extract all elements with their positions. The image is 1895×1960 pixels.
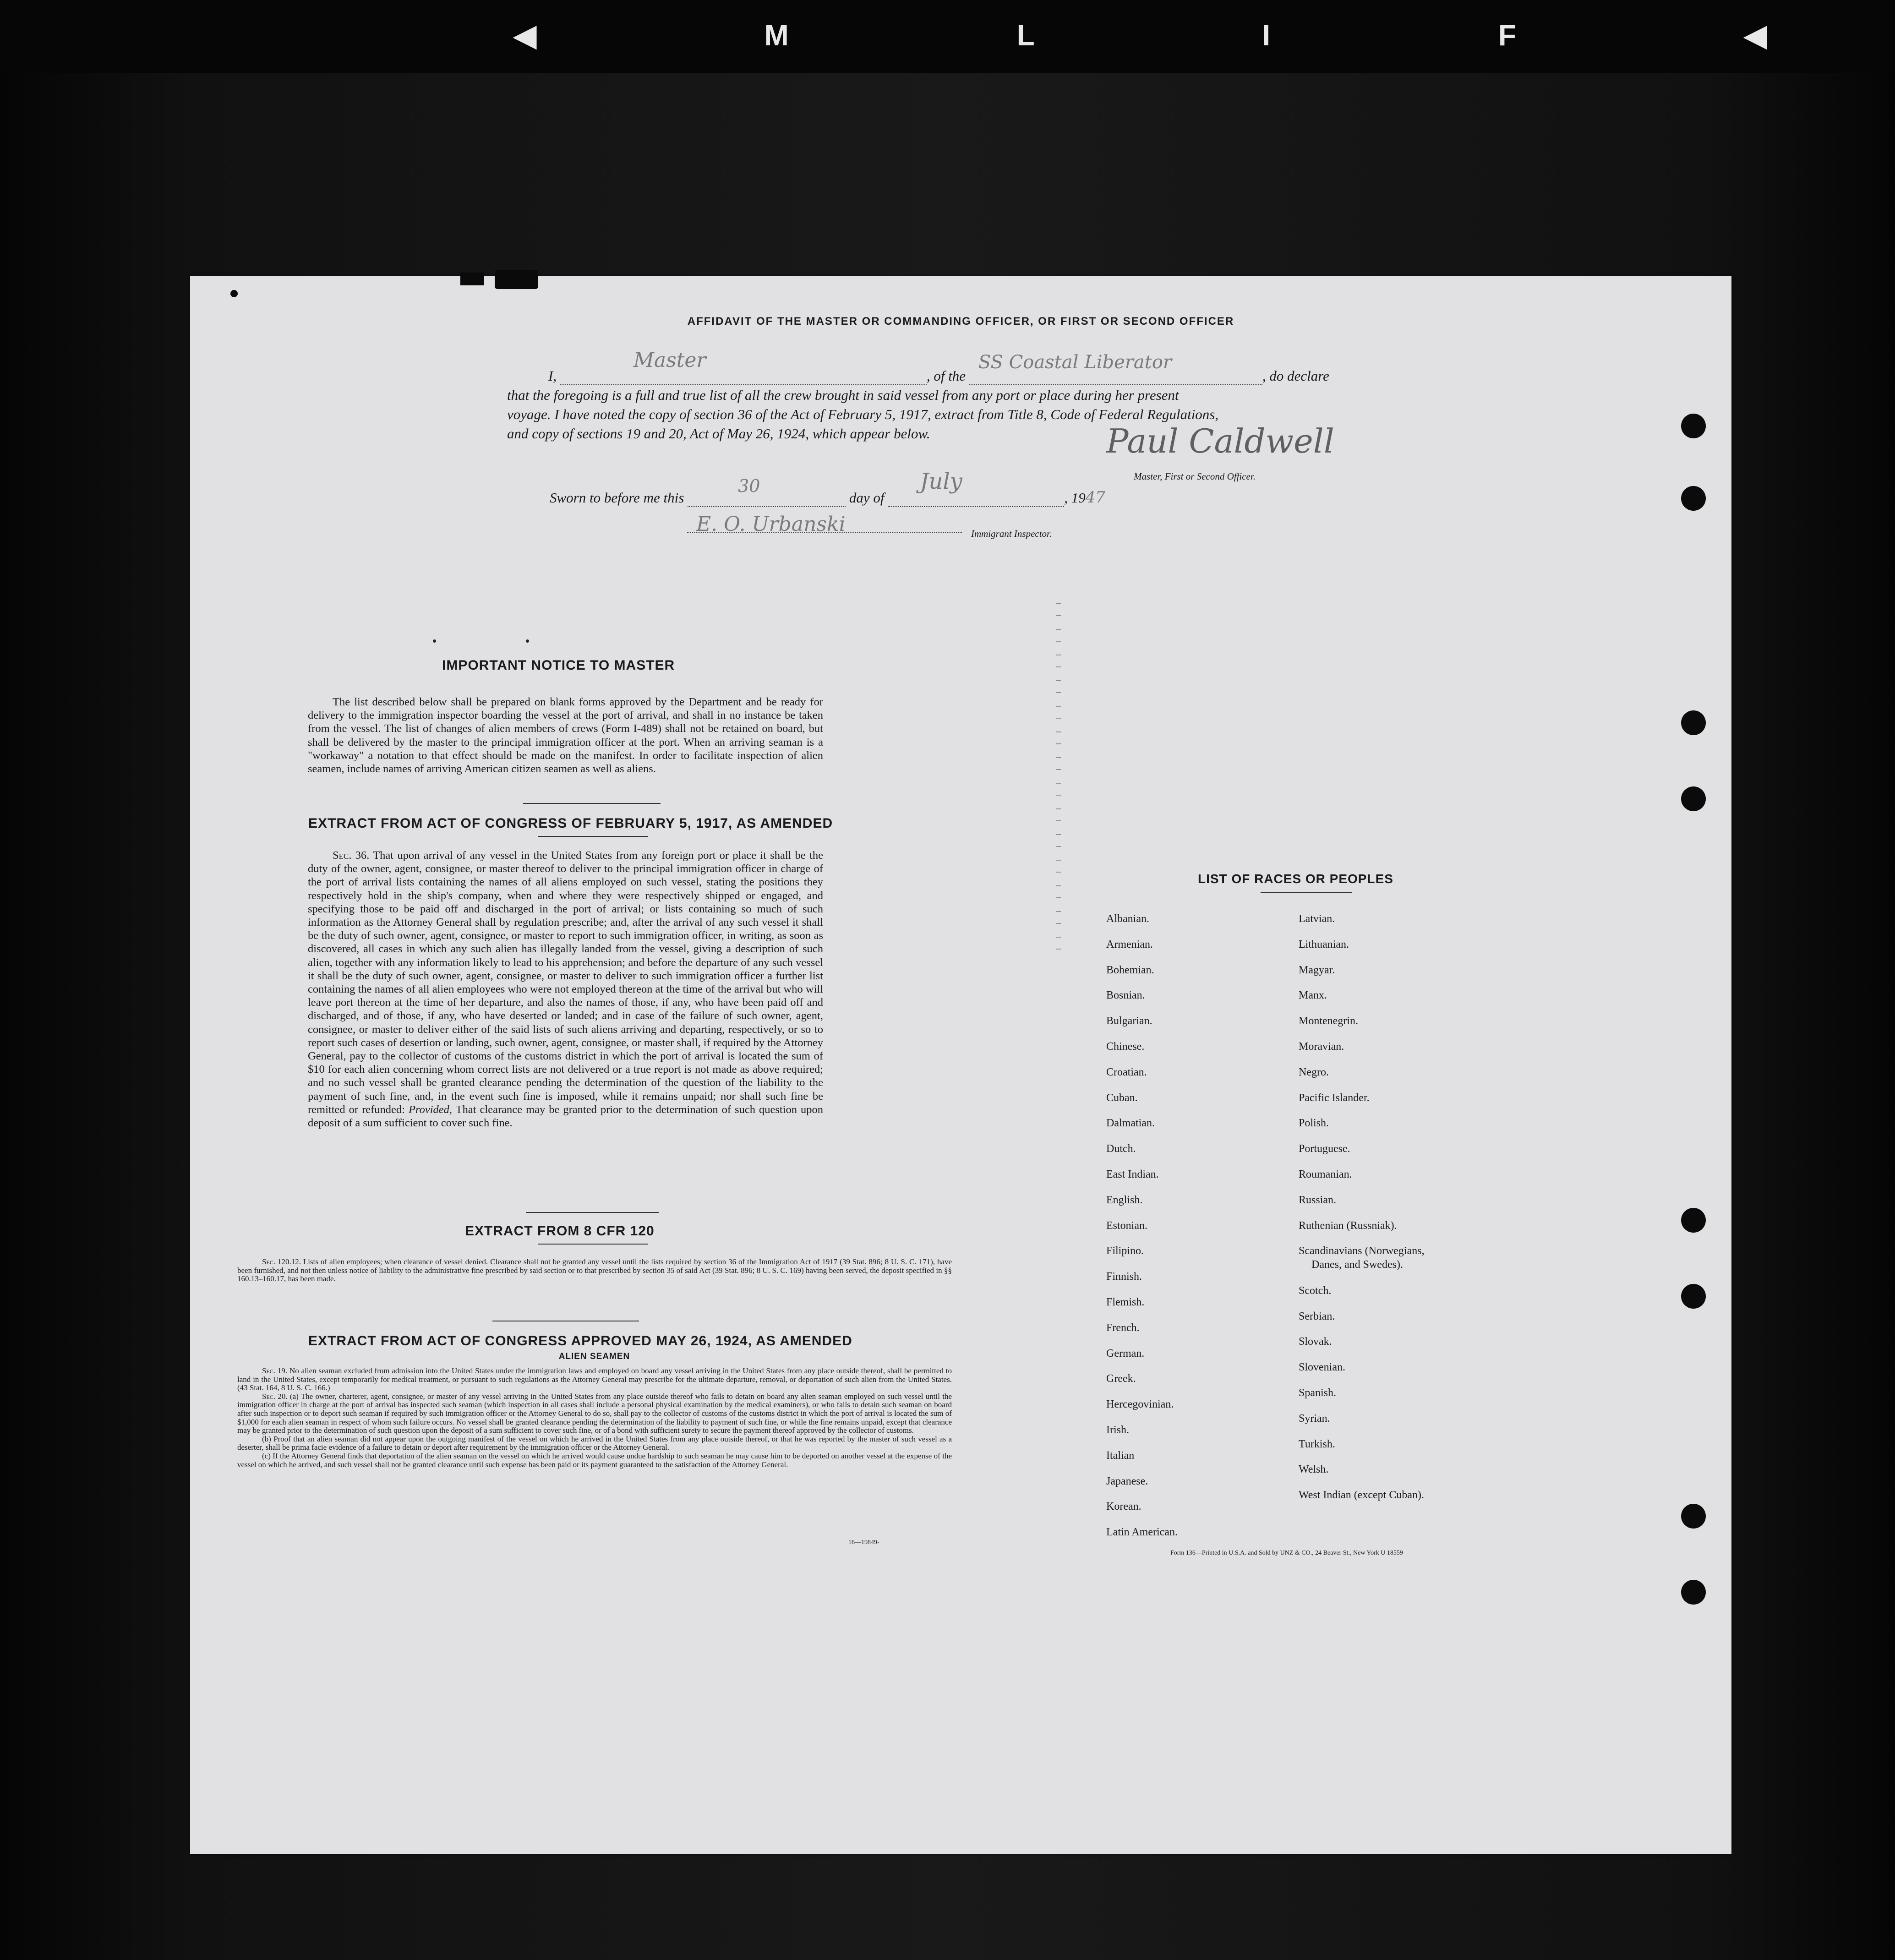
master-signature: Paul Caldwell xyxy=(1106,422,1334,460)
race-item: Dutch. xyxy=(1106,1143,1136,1155)
guide-dash: – – xyxy=(1056,930,1061,954)
race-item: Slovenian. xyxy=(1299,1361,1345,1374)
master-handwriting: Master xyxy=(633,349,706,372)
printer-footer: Form 136—Printed in U.S.A. and Sold by UNZ & CO., 24 Beaver St., New York U 18559 xyxy=(1170,1550,1403,1556)
race-item: Serbian. xyxy=(1299,1310,1335,1322)
race-item: Bohemian. xyxy=(1106,964,1154,976)
act-1917-text xyxy=(308,849,823,1130)
race-item: West Indian (except Cuban). xyxy=(1299,1489,1424,1501)
inspector-caption: Immigrant Inspector. xyxy=(971,528,1052,539)
notice-text: The list described below shall be prepared on blank forms approved by the Department and be ready for delivery to the immigration inspector boarding the vessel at the port of arrival, and shall in no instance be taken from the vessel. The list of changes of alien members of crews (Form I-489) shall not be retained on board, but shall be delivered by the master to the principal immigration officer at the port. When an arriving seaman is a "workaway" a notation to that effect should be made on the manifest. In order to facilitate inspection of alien seamen, include names of arriving American citizen seamen as well as aliens. xyxy=(308,696,823,775)
guide-dash: – – xyxy=(1056,776,1061,800)
sec19-text: No alien seaman excluded from admission into the United States under the immigration laws and employed on board any vessel arriving in the United States from any place outside thereof, shall be permitted to land in the United States, except temporarily for medical treatment, or pursuant to such regulations as the Attorney General may prescribe for the ultimate departure, removal, or deportation of such alien from the United States. (43 Stat. 164, 8 U. S. C. 166.) xyxy=(237,1366,952,1392)
race-item: Turkish. xyxy=(1299,1438,1335,1450)
guide-dash: – – xyxy=(1056,674,1061,697)
vessel-field xyxy=(969,352,1262,385)
binder-hole xyxy=(1681,1208,1706,1233)
signature-caption: Master, First or Second Officer. xyxy=(1134,471,1256,482)
affidavit-line-4: and copy of sections 19 and 20, Act of May 26, 1924, which appear below. xyxy=(507,426,930,442)
sec19-paragraph xyxy=(237,1367,952,1392)
provided-word: Provided, xyxy=(409,1103,453,1116)
race-item: Greek. xyxy=(1106,1373,1136,1385)
race-item: Syrian. xyxy=(1299,1412,1330,1425)
race-item: Estonian. xyxy=(1106,1219,1147,1232)
inspector-field xyxy=(687,513,962,536)
guide-dash: – – xyxy=(1056,699,1061,723)
staple-tab xyxy=(460,273,484,285)
divider xyxy=(1261,892,1352,893)
staple-tab xyxy=(495,270,538,289)
corner-mark xyxy=(230,290,238,297)
binder-hole xyxy=(1681,414,1706,438)
section-36-proviso: That clearance may be granted prior to the determination of such question upon deposit of a sum sufficient to cover such fine. xyxy=(308,1103,824,1130)
race-item: Montenegrin. xyxy=(1299,1015,1358,1027)
guide-dash: – – xyxy=(1056,802,1061,825)
binder-hole xyxy=(1681,1284,1706,1309)
master-field xyxy=(560,349,927,385)
sec20a-paragraph xyxy=(237,1392,952,1435)
do-declare-label: , do declare xyxy=(1262,368,1329,384)
cfr-title: EXTRACT FROM 8 CFR 120 xyxy=(465,1223,655,1239)
inspector-signature: E. O. Urbanski xyxy=(696,513,846,536)
guide-dash: – – xyxy=(1056,879,1061,902)
cfr-text xyxy=(237,1258,952,1283)
race-item: Moravian. xyxy=(1299,1041,1344,1053)
guide-dash: – – xyxy=(1056,751,1061,774)
race-item: Slovak. xyxy=(1299,1336,1332,1348)
race-item: Finnish. xyxy=(1106,1271,1142,1283)
race-item: Portuguese. xyxy=(1299,1143,1350,1155)
race-item: Filipino. xyxy=(1106,1245,1144,1257)
notice-title: IMPORTANT NOTICE TO MASTER xyxy=(442,658,675,673)
sworn-month-field xyxy=(888,469,1064,507)
year-label: , 19 xyxy=(1064,490,1086,506)
of-the-label: , of the xyxy=(926,368,966,384)
race-item: Latvian. xyxy=(1299,913,1335,925)
race-item: Lithuanian. xyxy=(1299,938,1349,950)
cfr-section-label: Sec. 120.12. xyxy=(262,1257,301,1266)
guide-dash: – – xyxy=(1056,853,1061,877)
races-title: LIST OF RACES OR PEOPLES xyxy=(1198,872,1393,886)
race-item: Cuban. xyxy=(1106,1092,1138,1104)
race-item: Ruthenian (Russniak). xyxy=(1299,1219,1397,1232)
race-item: Roumanian. xyxy=(1299,1168,1352,1180)
race-item: Japanese. xyxy=(1106,1475,1148,1487)
race-item: Armenian. xyxy=(1106,938,1153,950)
affidavit-line-1 xyxy=(548,349,1329,385)
guide-dash: – – xyxy=(1056,648,1061,672)
race-item: Welsh. xyxy=(1299,1463,1329,1476)
sec20-label: Sec. 20. xyxy=(262,1392,288,1401)
guide-dash: – – xyxy=(1056,597,1061,620)
race-item: Korean. xyxy=(1106,1501,1141,1513)
section-label: Sec. 36. xyxy=(333,849,370,862)
race-item: East Indian. xyxy=(1106,1168,1159,1180)
binder-hole xyxy=(1681,486,1706,511)
sworn-month: July xyxy=(920,469,962,494)
sworn-line xyxy=(550,469,1105,507)
guide-dash: – – xyxy=(1056,725,1061,748)
race-item: Dalmatian. xyxy=(1106,1117,1155,1130)
speck xyxy=(526,639,529,643)
vessel-handwriting: SS Coastal Liberator xyxy=(978,352,1172,373)
race-item: Albanian. xyxy=(1106,913,1149,925)
binder-hole xyxy=(1681,1504,1706,1529)
divider xyxy=(538,836,648,837)
race-item: Manx. xyxy=(1299,989,1327,1002)
race-item: Polish. xyxy=(1299,1117,1329,1130)
race-item: French. xyxy=(1106,1321,1140,1334)
affidavit-line-2: that the foregoing is a full and true list of all the crew brought in said vessel from any port or place during her present xyxy=(507,387,1179,403)
act-1924-title: EXTRACT FROM ACT OF CONGRESS APPROVED MAY 26, 1924, AS AMENDED xyxy=(308,1333,852,1349)
race-item: Danes, and Swedes). xyxy=(1311,1259,1403,1271)
race-item: Magyar. xyxy=(1299,964,1335,976)
race-item: Pacific Islander. xyxy=(1299,1092,1370,1104)
race-item: Scotch. xyxy=(1299,1284,1332,1297)
race-item: Croatian. xyxy=(1106,1066,1147,1078)
race-item: Latin American. xyxy=(1106,1526,1178,1539)
guide-dash: – – xyxy=(1056,622,1061,646)
act-1917-title: EXTRACT FROM ACT OF CONGRESS OF FEBRUARY 5, 1917, AS AMENDED xyxy=(308,816,833,831)
cfr-section-text: Lists of alien employees; when clearance of vessel denied. Clearance shall not be granted any vessel until the lists required by section 36 of the Immigration Act of 1917 (39 Stat. 896; 8 U. S. C. 171), have been furnished, and not then unless notice of liability to the administrative fine prescribed by said section or to that prescribed by section 35 of said Act (39 Stat. 896; 8 U. S. C. 169) having been served, the deposit specified in §§ 160.13–160.17, has been made. xyxy=(237,1257,952,1283)
race-item: Scandinavians (Norwegians, xyxy=(1299,1245,1425,1257)
sec20c-paragraph: (c) If the Attorney General finds that deportation of the alien seaman on the vessel on which he arrived would cause undue hardship to such seaman he may cause him to be deported on another vessel at the expense of the vessel on which he arrived, and such vessel shall not be granted clearance until such expense has been paid or its payment guaranteed to the satisfaction of the Attorney General. xyxy=(237,1451,952,1469)
film-strip-text: ◀ M L I F ◀ xyxy=(513,19,1877,52)
race-item: Bulgarian. xyxy=(1106,1015,1152,1027)
film-strip xyxy=(0,0,1895,73)
form-code: 16—19849- xyxy=(848,1539,879,1546)
affidavit-title: AFFIDAVIT OF THE MASTER OR COMMANDING OFFICER, OR FIRST OR SECOND OFFICER xyxy=(687,315,1234,328)
document-page xyxy=(190,276,1731,1854)
binder-hole xyxy=(1681,1580,1706,1605)
sec19-label: Sec. 19. xyxy=(262,1366,288,1375)
divider xyxy=(538,1244,648,1245)
divider xyxy=(526,1212,659,1213)
divider xyxy=(523,803,661,804)
race-item: Spanish. xyxy=(1299,1387,1337,1399)
race-item: Chinese. xyxy=(1106,1041,1145,1053)
race-item: Hercegovinian. xyxy=(1106,1398,1174,1411)
affidavit-line-3: voyage. I have noted the copy of section 36 of the Act of February 5, 1917, extract from Title 8, Code of Federal Regulations, xyxy=(507,406,1219,422)
inspector-line xyxy=(687,513,971,536)
speck xyxy=(433,639,436,643)
sworn-day-field xyxy=(688,476,846,507)
binder-hole xyxy=(1681,786,1706,811)
race-item: Russian. xyxy=(1299,1194,1337,1206)
sec20b-paragraph: (b) Proof that an alien seaman did not appear upon the outgoing manifest of the vessel on which he arrived in the United States from any place outside thereof, or that he was reported by the master of such vessel as a deserter, shall be prima facie evidence of a failure to detain or deport after requirement by the immigration officer or the Attorney General. xyxy=(237,1434,952,1452)
race-item: German. xyxy=(1106,1347,1145,1359)
guide-dash: – – xyxy=(1056,828,1061,851)
sworn-year: 47 xyxy=(1085,488,1105,507)
sec20a-text: (a) The owner, charterer, agent, consignee, or master of any vessel arriving in the United States from any place outside thereof who fails to detain on board any alien seaman employed on such vessel until the immigration officer in charge at the port of arrival has inspected such seaman (which inspection in all cases shall include a personal physical examination by the medical examiners), or who fails to detain such seaman on board after such inspection or to deport such seaman if required by such immigration officer or the Attorney General to do so, shall pay to the collector of customs of the customs district in which the port of arrival is located the sum of $1,000 for each alien seaman in respect of whom such failure occurs. No vessel shall be granted clearance pending the determination of the liability to payment of such fine, or while the fine remains unpaid, except that clearance may be granted prior to the determination of such question upon the deposit of a sum sufficient to cover such fine, or of a bond with sufficient surety to secure the payment thereof approved by the collector of customs. xyxy=(237,1392,952,1435)
race-item: Flemish. xyxy=(1106,1296,1145,1308)
affidavit-i: I, xyxy=(548,368,557,384)
sworn-day: 30 xyxy=(738,476,760,496)
sworn-label: Sworn to before me this xyxy=(550,490,684,506)
day-of-label: day of xyxy=(849,490,885,506)
race-item: Negro. xyxy=(1299,1066,1329,1078)
binder-hole xyxy=(1681,710,1706,735)
act-1924-text xyxy=(237,1367,952,1469)
race-item: Italian xyxy=(1106,1449,1135,1462)
act-1924-subtitle: ALIEN SEAMEN xyxy=(558,1352,630,1361)
race-item: English. xyxy=(1106,1194,1143,1206)
race-item: Bosnian. xyxy=(1106,989,1145,1002)
section-36-text: That upon arrival of any vessel in the United States from any foreign port or place it shall be the duty of the owner, agent, consignee, or master thereof to deliver to the principal immigration officer in charge of the port of arrival lists containing the names of all aliens employed on such vessel, stating the positions they respectively hold in the ship's company, when and where they were respectively shipped or engaged, and specifying those to be paid off and discharged in the port of arrival; or lists containing so much of such information as the Attorney General shall by regulation prescribe; and, after the arrival of any such vessel it shall be the duty of such owner, agent, consignee, or master to report to such immigration officer, in writing, as soon as discovered, all cases in which any such alien has illegally landed from the vessel, giving a description of such alien, together with any information likely to lead to his apprehension; and before the departure of any such vessel it shall be the duty of such owner, agent, consignee, or master to deliver to such immigration officer a further list containing the names of all alien employees who were not employed thereon at the time of the arrival but who will leave port thereon at the time of her departure, and also the names of those, if any, who have been paid off and discharged, and of those, if any, who have deserted or landed; and in case of the failure of such owner, agent, consignee, or master to deliver either of the said lists of such aliens arriving and departing, respectively, or so to report such cases of desertion or landing, such owner, agent, consignee, or master shall, if required by the Attorney General, pay to the collector of customs of the customs district in which the port of arrival is located the sum of $10 for each alien concerning whom correct lists are not delivered or a true report is not made as above required; and no such vessel shall be granted clearance pending the determination of the question of the liability to the payment of such fine, and, in the event such fine is imposed, while it remains unpaid; nor shall such fine be remitted or refunded: xyxy=(308,849,824,1116)
guide-dash: – – xyxy=(1056,905,1061,928)
race-item: Irish. xyxy=(1106,1424,1129,1436)
